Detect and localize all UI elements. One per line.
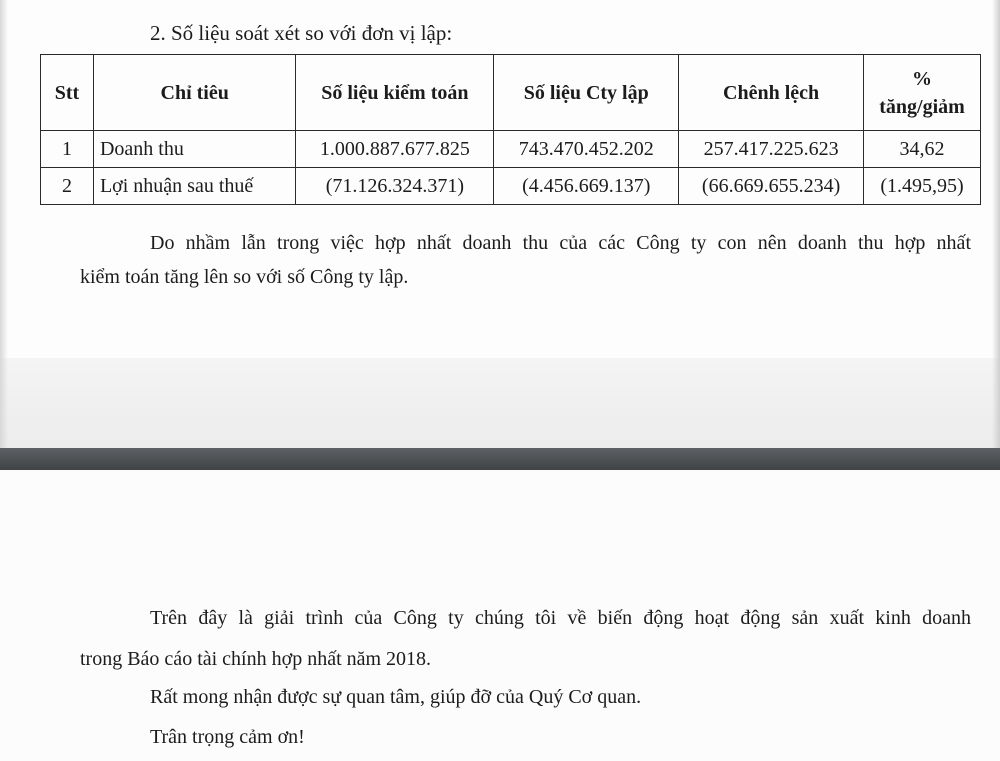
cell-so-lieu-cty-lap: 743.470.452.202 — [494, 131, 679, 168]
header-chi-tieu: Chỉ tiêu — [93, 55, 296, 131]
right-edge-shadow — [992, 0, 1000, 448]
section-heading: 2. Số liệu soát xét so với đơn vị lập: — [150, 21, 453, 45]
header-pct-symbol: % — [912, 67, 933, 90]
comparison-table — [40, 54, 981, 205]
cell-so-lieu-kiem-toan: (71.126.324.371) — [296, 168, 494, 205]
left-edge-shadow — [0, 0, 8, 448]
cell-stt: 2 — [41, 168, 94, 205]
header-stt: Stt — [41, 55, 94, 131]
cell-so-lieu-kiem-toan: 1.000.887.677.825 — [296, 131, 494, 168]
cell-pct: 34,62 — [864, 131, 981, 168]
header-chenh-lech: Chênh lệch — [679, 55, 864, 131]
cell-so-lieu-cty-lap: (4.456.669.137) — [494, 168, 679, 205]
closing-line-4: Trân trọng cảm ơn! — [150, 726, 305, 748]
header-pct — [864, 55, 981, 131]
table-row — [41, 168, 981, 205]
cell-stt: 1 — [41, 131, 94, 168]
cell-chi-tieu: Doanh thu — [93, 131, 296, 168]
page-break-bar — [0, 448, 1000, 470]
cell-chenh-lech: 257.417.225.623 — [679, 131, 864, 168]
header-pct-label: tăng/giảm — [879, 95, 965, 118]
sheet-shade — [0, 358, 1000, 448]
table-row — [41, 131, 981, 168]
table-header-row — [41, 55, 981, 131]
note-line-1: Do nhầm lẫn trong việc hợp nhất doanh thu của các Công ty con nên doanh thu hợp nhất — [150, 232, 971, 254]
cell-pct: (1.495,95) — [864, 168, 981, 205]
note-line-2: kiểm toán tăng lên so với số Công ty lập. — [80, 266, 409, 288]
header-so-lieu-cty-lap: Số liệu Cty lập — [494, 55, 679, 131]
cell-chi-tieu: Lợi nhuận sau thuế — [93, 168, 296, 205]
closing-line-1: Trên đây là giải trình của Công ty chúng tôi về biến động hoạt động sản xuất kinh doanh — [150, 607, 971, 629]
cell-chenh-lech: (66.669.655.234) — [679, 168, 864, 205]
header-so-lieu-kiem-toan: Số liệu kiểm toán — [296, 55, 494, 131]
closing-line-3: Rất mong nhận được sự quan tâm, giúp đỡ của Quý Cơ quan. — [150, 686, 642, 708]
closing-line-2: trong Báo cáo tài chính hợp nhất năm 2018. — [80, 648, 432, 670]
